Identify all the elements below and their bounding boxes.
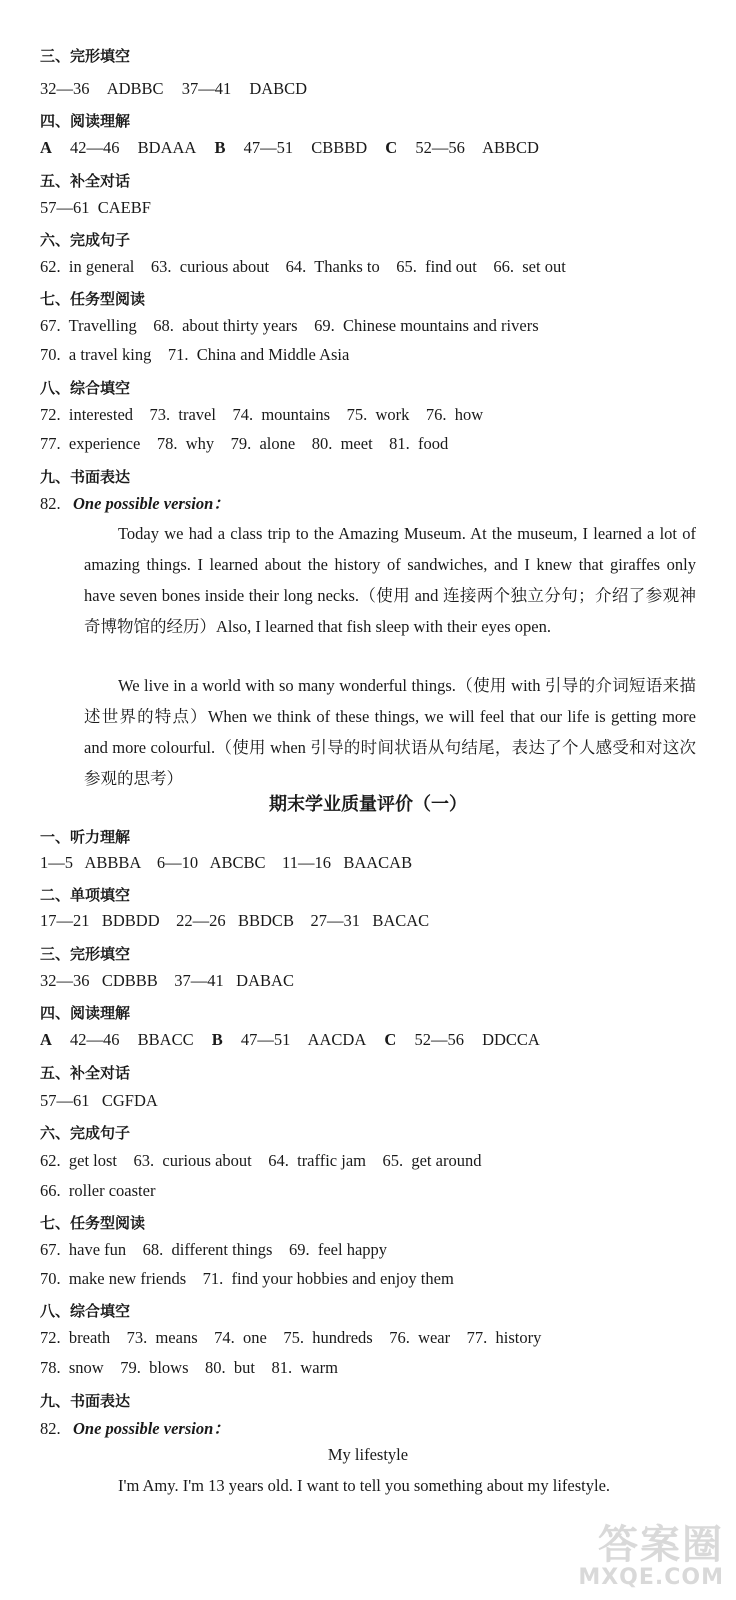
passage-label: A <box>40 138 52 157</box>
question-number: 82. <box>40 494 61 513</box>
answer-line: 57—61 CGFDA <box>40 1091 158 1110</box>
essay-text: Today we had a class trip to the Amazing Museum. At the museum, I learned a lot of amazing things. I learned about the history of sandwiches, and I knew that giraffes only have seven bones inside their long necks.（使用 and 连接两个独立分句；介绍了参观神奇博物馆的经历）Also, I learned that fish sleep with their eyes open. <box>84 524 696 636</box>
answer-line: 17—21 BDBDD 22—26 BBDCB 27—31 BACAC <box>40 911 430 930</box>
answers: BBACC <box>137 1030 194 1049</box>
essay-text: We live in a world with so many wonderful things.（使用 with 引导的介词短语来描述世界的特点）When we think of these things, we will feel that our life is getting more and more colourful.（使用 when 引导的时间状语从句结尾，表达了个人感受和对这次参观的思考） <box>84 676 696 788</box>
passage-label: C <box>385 138 398 157</box>
section-heading: 四、阅读理解 <box>40 1004 131 1022</box>
passage-label: A <box>40 1030 52 1049</box>
question-range: 32—36 <box>40 79 90 98</box>
answer-line: 32—36 CDBBB 37—41 DABAC <box>40 971 294 990</box>
answer-line: 67. Travelling 68. about thirty years 69. Chinese mountains and rivers <box>40 316 539 335</box>
version-label: One possible version： <box>73 494 230 513</box>
answers: AACDA <box>307 1030 367 1049</box>
section-heading: 三、完形填空 <box>40 47 131 65</box>
answers: ABBCD <box>482 138 539 157</box>
answer-line <box>40 78 307 100</box>
watermark-text: 答案圈 <box>598 1522 724 1568</box>
section-heading: 三、完形填空 <box>40 945 131 963</box>
answer-line: 62. get lost 63. curious about 64. traffic jam 65. get around <box>40 1151 482 1170</box>
section-heading: 六、完成句子 <box>40 1124 131 1142</box>
essay-paragraph <box>84 670 696 794</box>
section-heading: 四、阅读理解 <box>40 112 131 130</box>
section-heading: 五、补全对话 <box>40 172 131 190</box>
answer-line: 1—5 ABBBA 6—10 ABCBC 11—16 BAACAB <box>40 853 413 872</box>
section-heading: 五、补全对话 <box>40 1064 131 1082</box>
answer-line: 66. roller coaster <box>40 1181 156 1200</box>
section-heading: 七、任务型阅读 <box>40 290 146 308</box>
question-range: 37—41 <box>181 79 232 98</box>
page-title: 期末学业质量评价（一） <box>269 794 467 815</box>
version-label: One possible version： <box>73 1419 230 1438</box>
section-heading: 六、完成句子 <box>40 231 131 249</box>
answer-line: 67. have fun 68. different things 69. feel happy <box>40 1240 388 1259</box>
question-range: 52—56 <box>414 1030 464 1049</box>
passage-label: B <box>214 138 226 157</box>
answer-line: 70. a travel king 71. China and Middle Asia <box>40 345 350 364</box>
section-heading: 八、综合填空 <box>40 379 131 397</box>
section-heading: 九、书面表达 <box>40 1392 131 1410</box>
answer-line <box>40 1418 230 1440</box>
question-number: 82. <box>40 1419 61 1438</box>
question-range: 52—56 <box>415 138 465 157</box>
answers: DDCCA <box>482 1030 540 1049</box>
section-heading: 九、书面表达 <box>40 468 131 486</box>
answer-line: 70. make new friends 71. find your hobbies and enjoy them <box>40 1269 454 1288</box>
answer-line <box>40 137 539 159</box>
answer-line: 72. interested 73. travel 74. mountains 75. work 76. how <box>40 405 484 424</box>
answers: DABCD <box>249 79 308 98</box>
section-heading: 七、任务型阅读 <box>40 1214 146 1232</box>
question-range: 42—46 <box>70 138 120 157</box>
answer-line: 62. in general 63. curious about 64. Thanks to 65. find out 66. set out <box>40 257 566 276</box>
answers: ADBBC <box>106 79 164 98</box>
section-heading: 八、综合填空 <box>40 1302 131 1320</box>
answers: CBBBD <box>311 138 368 157</box>
answer-line <box>40 493 230 515</box>
answer-line: 77. experience 78. why 79. alone 80. meet 81. food <box>40 434 449 453</box>
question-range: 47—51 <box>240 1030 291 1049</box>
answer-line <box>40 1029 540 1051</box>
passage-label: B <box>211 1030 223 1049</box>
answers: BDAAA <box>137 138 197 157</box>
essay-title: My lifestyle <box>327 1445 409 1464</box>
answer-line: 57—61 CAEBF <box>40 198 151 217</box>
section-heading: 二、单项填空 <box>40 886 131 904</box>
answer-line: 78. snow 79. blows 80. but 81. warm <box>40 1358 338 1377</box>
watermark-url: MXQE.COM <box>578 1565 724 1590</box>
passage-label: C <box>384 1030 397 1049</box>
watermark-logo <box>578 1524 724 1590</box>
essay-paragraph <box>84 1470 696 1502</box>
answer-line: 72. breath 73. means 74. one 75. hundreds 76. wear 77. history <box>40 1328 542 1347</box>
question-range: 42—46 <box>70 1030 120 1049</box>
essay-paragraph <box>84 518 696 642</box>
essay-text: I'm Amy. I'm 13 years old. I want to tell you something about my lifestyle. <box>118 1476 611 1495</box>
section-heading: 一、听力理解 <box>40 828 131 846</box>
question-range: 47—51 <box>243 138 294 157</box>
